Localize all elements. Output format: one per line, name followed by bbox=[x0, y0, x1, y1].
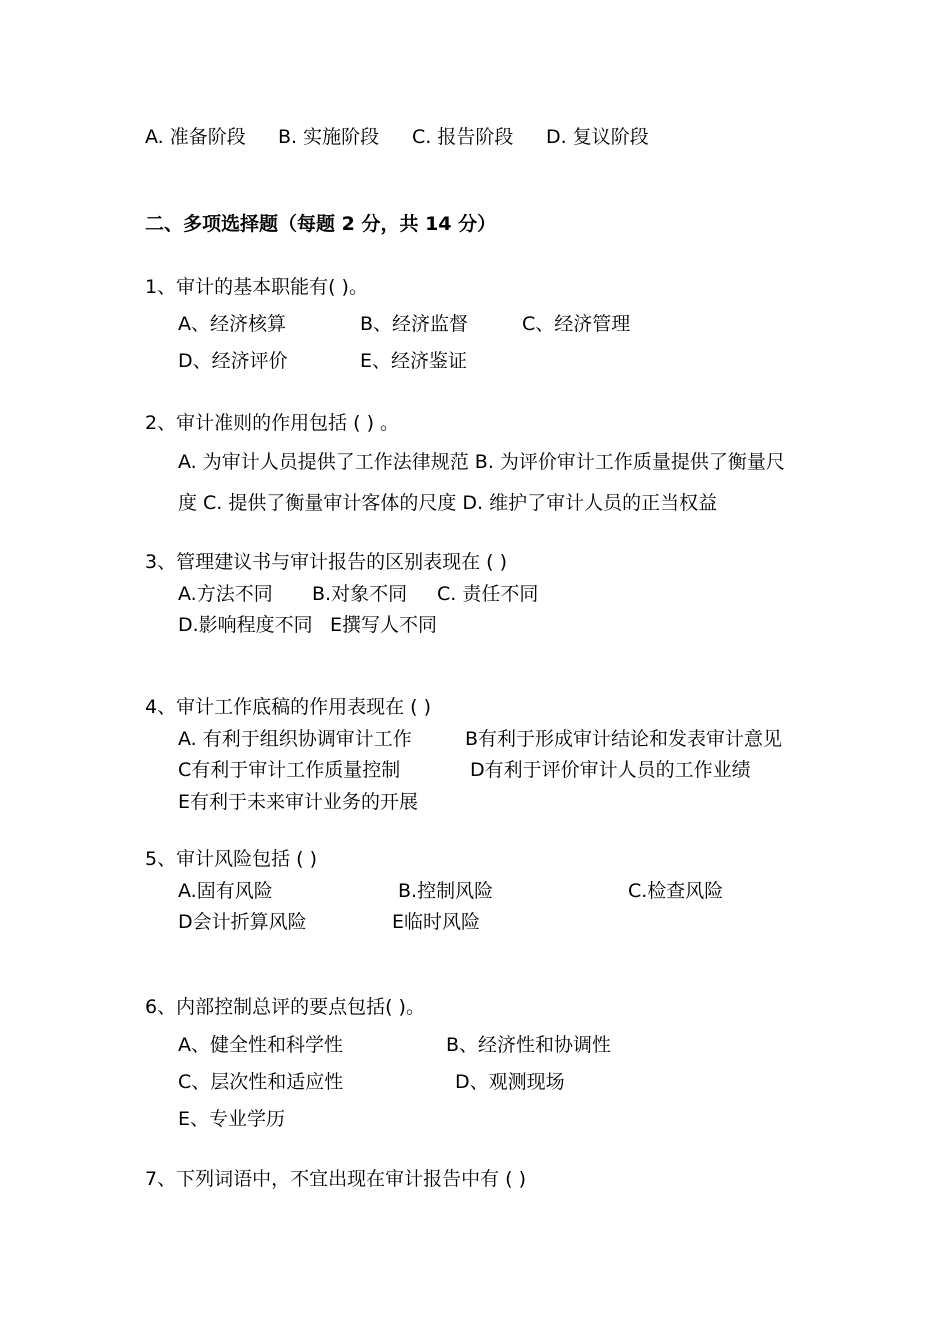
q4-option-c: C有利于审计工作质量控制 bbox=[178, 759, 401, 781]
q3-option-d: D.影响程度不同 bbox=[178, 614, 313, 636]
option-c: C. 报告阶段 bbox=[412, 126, 514, 148]
option-a: A. 准备阶段 bbox=[145, 126, 246, 148]
q1-option-c: C、经济管理 bbox=[522, 313, 631, 335]
option-b: B. 实施阶段 bbox=[278, 126, 380, 148]
q5-option-e: E临时风险 bbox=[392, 911, 481, 933]
q6-option-d: D、观测现场 bbox=[455, 1071, 565, 1093]
q6-option-e: E、专业学历 bbox=[178, 1108, 286, 1130]
q3-option-a: A.方法不同 bbox=[178, 583, 273, 605]
question-7-stem: 7、下列词语中，不宜出现在审计报告中有 ( ) bbox=[145, 1168, 526, 1190]
q1-option-e: E、经济鉴证 bbox=[360, 350, 468, 372]
q6-option-c: C、层次性和适应性 bbox=[178, 1071, 344, 1093]
question-5-stem: 5、审计风险包括 ( ) bbox=[145, 848, 317, 870]
q5-option-a: A.固有风险 bbox=[178, 880, 273, 902]
q6-option-a: A、健全性和科学性 bbox=[178, 1034, 343, 1056]
question-6-stem: 6、内部控制总评的要点包括( )。 bbox=[145, 996, 425, 1018]
q5-option-d: D会计折算风险 bbox=[178, 911, 307, 933]
q2-options-line-2: 度 C. 提供了衡量审计客体的尺度 D. 维护了审计人员的正当权益 bbox=[178, 492, 718, 514]
q4-option-d: D有利于评价审计人员的工作业绩 bbox=[470, 759, 751, 781]
q3-option-b: B.对象不同 bbox=[312, 583, 408, 605]
q3-option-c: C. 责任不同 bbox=[437, 583, 539, 605]
q5-option-c: C.检查风险 bbox=[628, 880, 724, 902]
q4-option-b: B有利于形成审计结论和发表审计意见 bbox=[465, 728, 783, 750]
q1-option-d: D、经济评价 bbox=[178, 350, 288, 372]
question-4-stem: 4、审计工作底稿的作用表现在 ( ) bbox=[145, 696, 431, 718]
q4-option-a: A. 有利于组织协调审计工作 bbox=[178, 728, 412, 750]
q1-option-b: B、经济监督 bbox=[360, 313, 469, 335]
question-1-stem: 1、审计的基本职能有( )。 bbox=[145, 276, 368, 298]
option-d: D. 复议阶段 bbox=[546, 126, 649, 148]
q1-option-a: A、经济核算 bbox=[178, 313, 286, 335]
q3-option-e: E撰写人不同 bbox=[330, 614, 438, 636]
q2-options-line-1: A. 为审计人员提供了工作法律规范 B. 为评价审计工作质量提供了衡量尺 bbox=[178, 451, 785, 473]
question-2-stem: 2、审计准则的作用包括 ( ) 。 bbox=[145, 412, 400, 434]
q5-option-b: B.控制风险 bbox=[398, 880, 494, 902]
section-title: 二、多项选择题（每题 2 分，共 14 分） bbox=[145, 213, 497, 235]
question-3-stem: 3、管理建议书与审计报告的区别表现在 ( ) bbox=[145, 551, 507, 573]
q4-option-e: E有利于未来审计业务的开展 bbox=[178, 791, 419, 813]
q6-option-b: B、经济性和协调性 bbox=[446, 1034, 612, 1056]
